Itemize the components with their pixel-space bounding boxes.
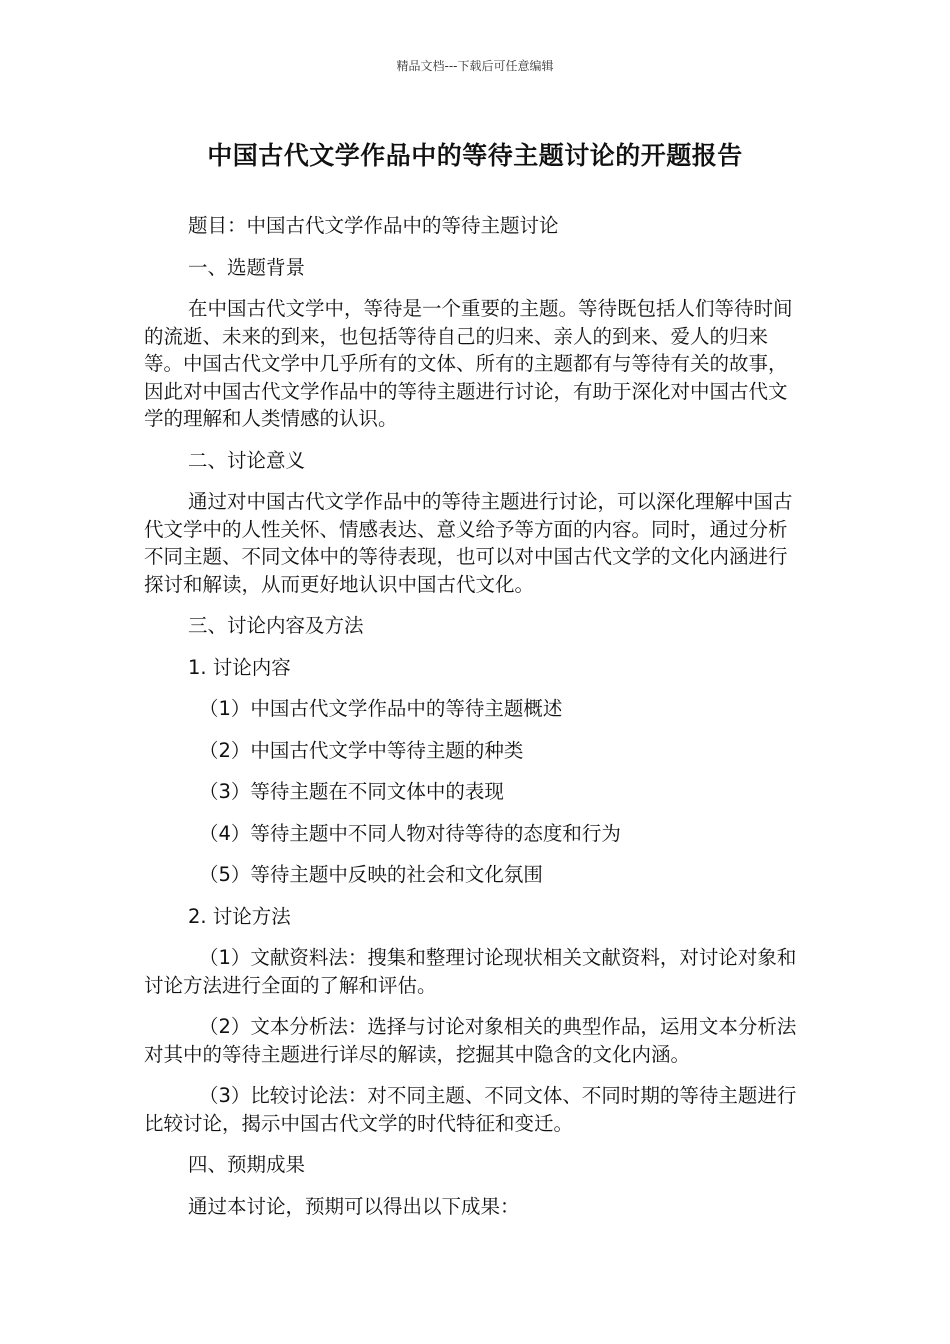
method-item: （2）文本分析法：选择与讨论对象相关的典型作品，运用文本分析法对其中的等待主题进行详尽的解读，挖掘其中隐含的文化内涵。 bbox=[144, 1015, 797, 1066]
section-heading-background: 一、选题背景 bbox=[188, 255, 306, 279]
significance-paragraph: 通过对中国古代文学作品中的等待主题进行讨论，可以深化理解中国古代文学中的人性关怀、情感表达、意义给予等方面的内容。同时，通过分析不同主题、不同文体中的等待表现，也可以对中国古代文学的文化内涵进行探讨和解读，从而更好地认识中国古代文化。 bbox=[144, 490, 793, 596]
topic-line: 题目：中国古代文学作品中的等待主题讨论 bbox=[188, 214, 559, 237]
page-header: 精品文档---下载后可任意编辑 bbox=[396, 59, 554, 73]
section-heading-significance: 二、讨论意义 bbox=[188, 448, 306, 472]
content-item: （1）中国古代文学作品中的等待主题概述 bbox=[199, 697, 563, 720]
document-body bbox=[144, 212, 806, 1234]
content-item: （3）等待主题在不同文体中的表现 bbox=[199, 780, 504, 803]
method-item: （1）文献资料法：搜集和整理讨论现状相关文献资料，对讨论对象和讨论方法进行全面的了解和评估。 bbox=[144, 946, 797, 997]
content-item: （5）等待主题中反映的社会和文化氛围 bbox=[199, 863, 543, 886]
content-item: （4）等待主题中不同人物对待等待的态度和行为 bbox=[199, 821, 621, 845]
subheading-method: 2. 讨论方法 bbox=[188, 904, 291, 928]
subheading-content: 1. 讨论内容 bbox=[188, 655, 291, 679]
expected-results-paragraph: 通过本讨论，预期可以得出以下成果： bbox=[188, 1194, 520, 1218]
method-item: （3）比较讨论法：对不同主题、不同文体、不同时期的等待主题进行比较讨论，揭示中国古代文学的时代特征和变迁。 bbox=[144, 1084, 797, 1135]
content-item: （2）中国古代文学中等待主题的种类 bbox=[199, 738, 524, 762]
section-heading-content-method: 三、讨论内容及方法 bbox=[188, 614, 364, 637]
section-heading-expected-results: 四、预期成果 bbox=[188, 1153, 306, 1176]
background-paragraph: 在中国古代文学中，等待是一个重要的主题。等待既包括人们等待时间的流逝、未来的到来，也包括等待自己的归来、亲人的到来、爱人的归来等。中国古代文学中几乎所有的文体、所有的主题都有与等待有关的故事，因此对中国古代文学作品中的等待主题进行讨论，有助于深化对中国古代文学的理解和人类情感的认识。 bbox=[144, 297, 793, 430]
document-title: 中国古代文学作品中的等待主题讨论的开题报告 bbox=[207, 141, 743, 170]
